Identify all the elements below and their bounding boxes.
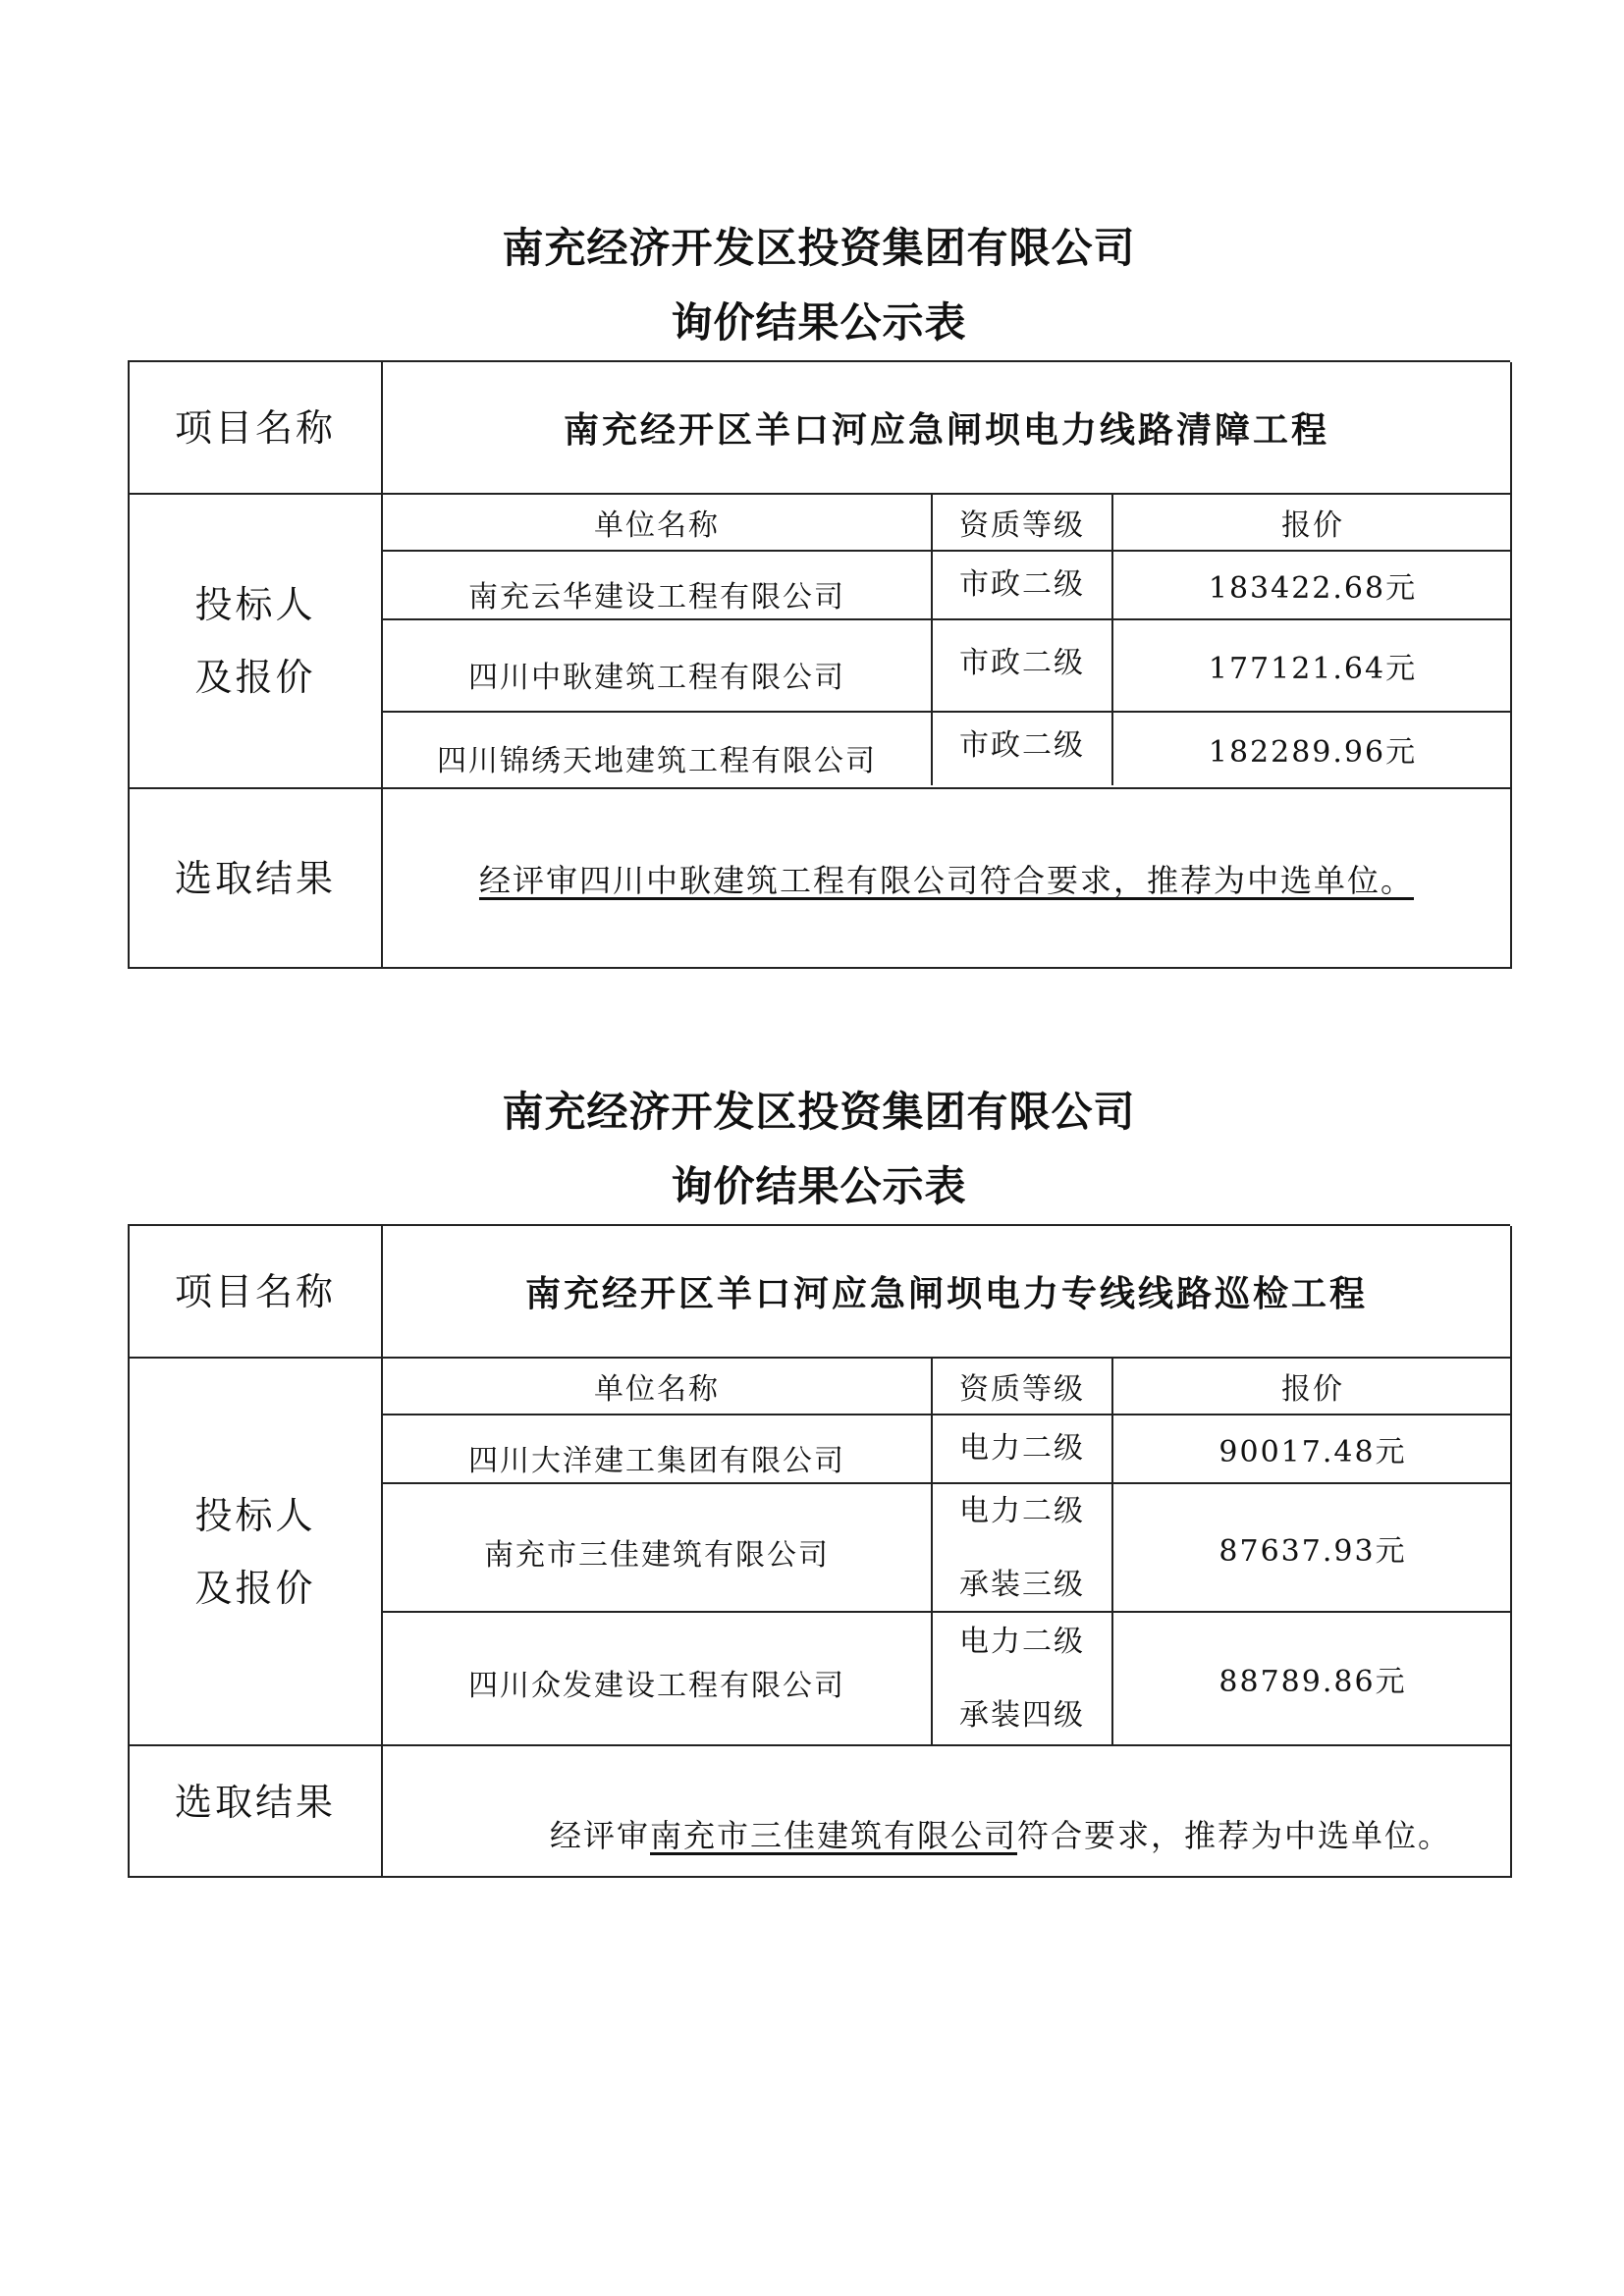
project-label: 项目名称 (130, 362, 383, 495)
bidders-label (130, 1359, 383, 1746)
bidders-label-line1: 投标人 (194, 583, 316, 626)
company-cell: 四川锦绣天地建筑工程有限公司 (437, 744, 877, 778)
table-title: 询价结果公示表 (671, 1162, 967, 1210)
table-row (383, 1484, 1510, 1613)
price-cell: 177121.64元 (1113, 620, 1512, 713)
table-row (383, 713, 1510, 785)
table-row (383, 620, 1510, 713)
qualification-line: 承装四级 (959, 1698, 1085, 1733)
company-cell: 四川大洋建工集团有限公司 (383, 1415, 931, 1484)
qualification-line: 电力二级 (959, 1625, 1085, 1659)
result-suffix: 符合要求，推荐为中选单位。 (1017, 1817, 1452, 1854)
qualification-cell (931, 1484, 1113, 1613)
qualification-cell: 电力二级 (931, 1415, 1113, 1484)
result-table (128, 360, 1510, 969)
result-cell (383, 789, 1512, 969)
project-name: 南充经开区羊口河应急闸坝电力线路清障工程 (383, 362, 1512, 495)
project-label: 项目名称 (130, 1226, 383, 1359)
table-row (383, 1613, 1510, 1744)
project-name: 南充经开区羊口河应急闸坝电力专线线路巡检工程 (383, 1226, 1512, 1359)
company-cell: 南充云华建设工程有限公司 (383, 552, 931, 620)
company-cell: 南充市三佳建筑有限公司 (383, 1484, 931, 1613)
result-prefix: 经评审 (550, 1817, 651, 1854)
result-table (128, 1224, 1510, 1878)
bidders-header-row (383, 1359, 1510, 1415)
price-cell: 88789.86元 (1218, 1665, 1407, 1699)
result-text: 经评审四川中耿建筑工程有限公司符合要求，推荐为中选单位。 (478, 861, 1414, 899)
qualification-line: 承装三级 (959, 1567, 1085, 1602)
bidders-header-row (383, 495, 1510, 552)
bidders-label (130, 495, 383, 789)
bidders-table (383, 1359, 1512, 1746)
bidders-label-line2: 及报价 (194, 656, 316, 699)
bidders-label-line2: 及报价 (194, 1566, 316, 1610)
result-company: 南充市三佳建筑有限公司 (650, 1817, 1018, 1854)
price-cell: 90017.48元 (1113, 1415, 1512, 1484)
qualification-cell (931, 1613, 1113, 1744)
col-company-header: 单位名称 (383, 1359, 931, 1415)
result-cell (383, 1746, 1512, 1878)
org-title: 南充经济开发区投资集团有限公司 (502, 1088, 1136, 1136)
col-qualification-header: 资质等级 (931, 1359, 1113, 1415)
col-company-header: 单位名称 (383, 495, 931, 552)
bidders-label-line1: 投标人 (194, 1493, 316, 1537)
notice-1 (128, 211, 1510, 969)
bidders-table (383, 495, 1512, 789)
company-cell: 四川众发建设工程有限公司 (468, 1669, 845, 1703)
table-row (383, 552, 1510, 620)
col-price-header: 报价 (1113, 1359, 1512, 1415)
qualification-cell: 市政二级 (931, 552, 1113, 620)
table-title: 询价结果公示表 (671, 298, 967, 347)
result-label: 选取结果 (130, 789, 383, 969)
qualification-line: 电力二级 (959, 1493, 1085, 1528)
qualification-cell: 市政二级 (931, 713, 1113, 785)
company-cell: 四川中耿建筑工程有限公司 (383, 620, 931, 713)
price-cell: 183422.68元 (1113, 552, 1512, 620)
col-price-header: 报价 (1113, 495, 1512, 552)
table-row (383, 1415, 1510, 1484)
col-qualification-header: 资质等级 (931, 495, 1113, 552)
qualification-cell: 市政二级 (931, 620, 1113, 713)
notice-2 (128, 1075, 1510, 1878)
org-title: 南充经济开发区投资集团有限公司 (502, 224, 1136, 272)
result-label: 选取结果 (130, 1746, 383, 1878)
price-cell: 87637.93元 (1113, 1484, 1512, 1613)
price-cell: 182289.96元 (1208, 735, 1418, 770)
